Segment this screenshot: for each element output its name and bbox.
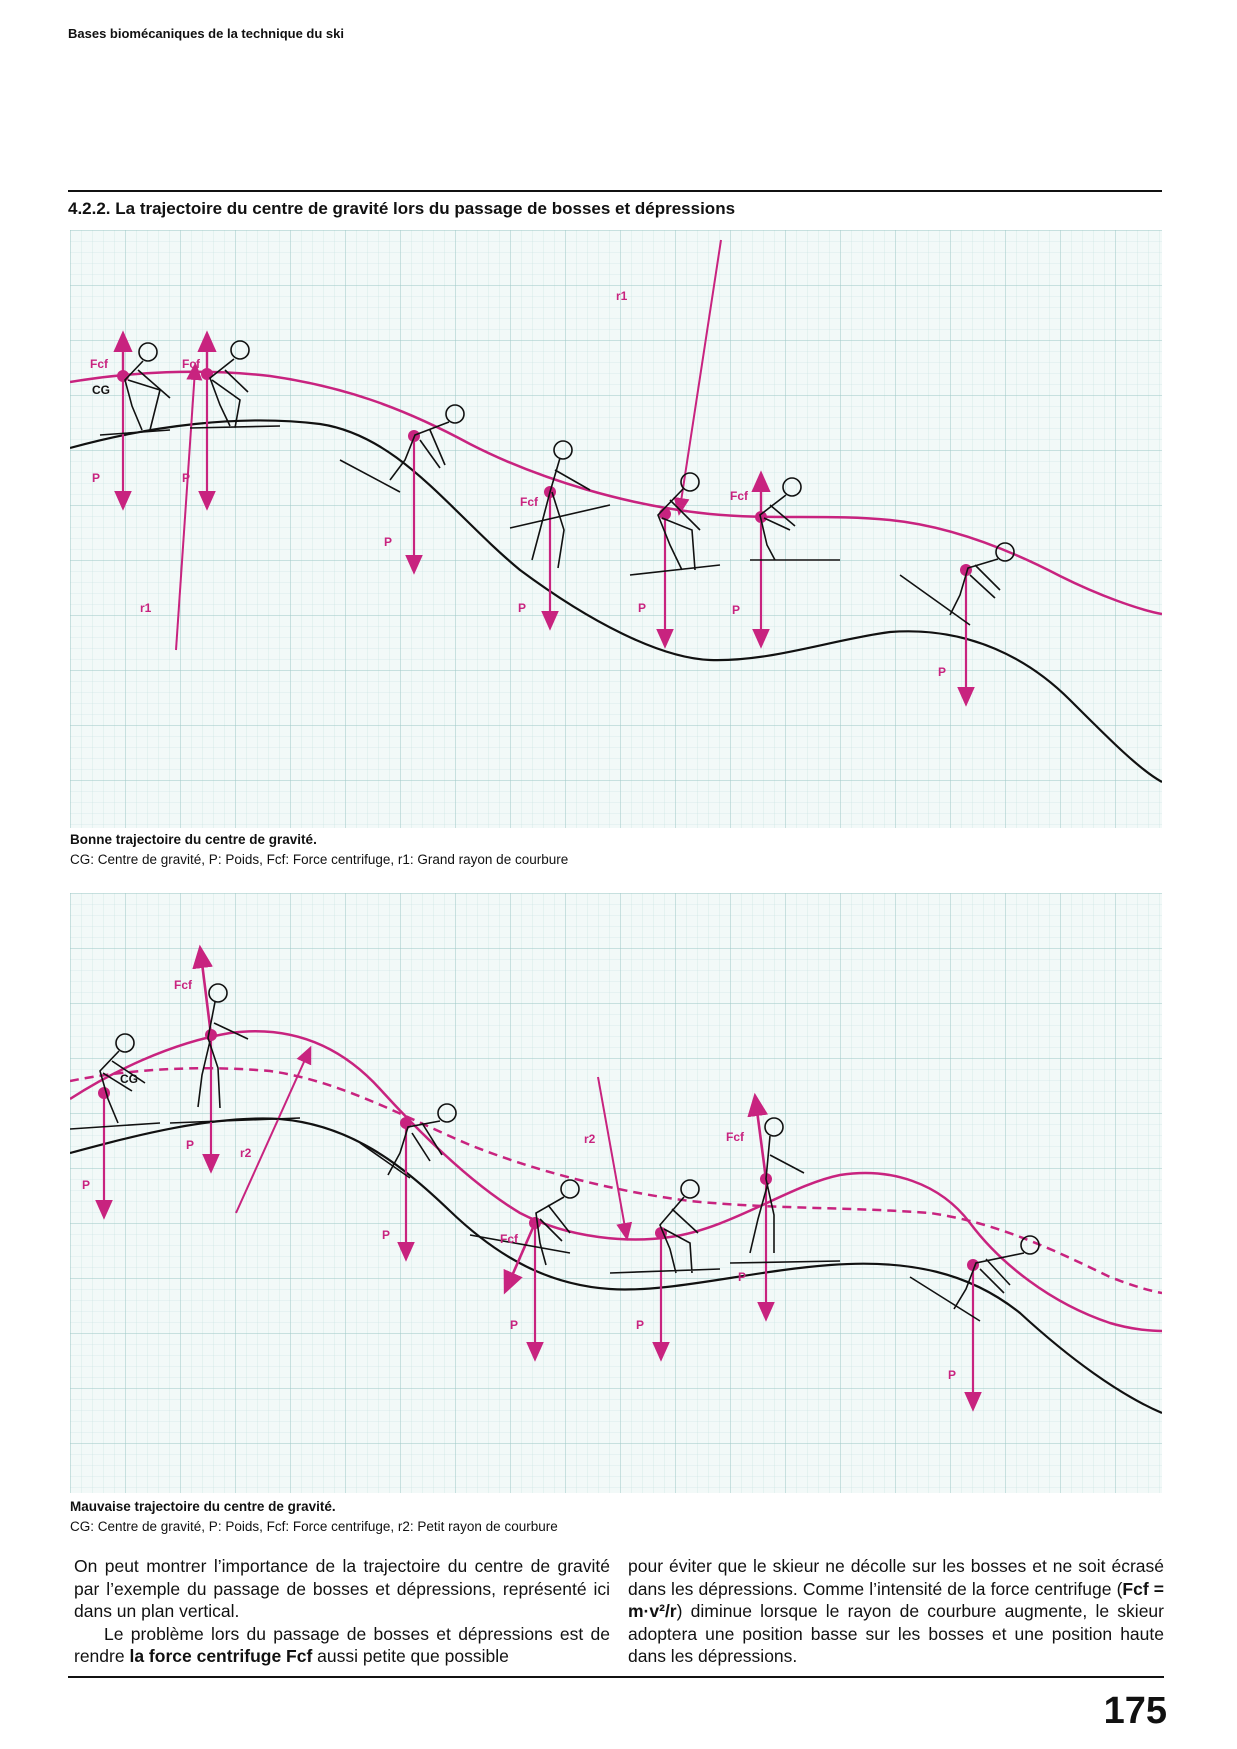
figure-bad-svg [70, 893, 1162, 1493]
running-head: Bases biomécaniques de la technique du ski [68, 26, 344, 41]
body-p2-start: Le problème lors du passage de bosses et dépressions est de rendre [74, 1623, 610, 1666]
page-number: 175 [1103, 1690, 1167, 1732]
caption-bad [70, 1497, 558, 1537]
label-p-good-6: P [732, 603, 741, 617]
label-p-good-1: P [92, 471, 101, 485]
caption-good-title: Bonne trajectoire du centre de gravité. [70, 832, 317, 847]
label-p-good-2: P [182, 471, 191, 485]
graph-grid-2 [70, 893, 1162, 1493]
figure-good-trajectory [70, 230, 1162, 828]
label-r2-upper: r2 [584, 1132, 596, 1146]
caption-bad-title: Mauvaise trajectoire du centre de gravité. [70, 1499, 336, 1514]
label-fcf-bad-2: Fcf [500, 1232, 518, 1246]
body-p3-end: ) diminue lorsque le rayon de courbure augmente, le skieur adoptera une position basse sur les bosses et une position haute dans les dépressions. [628, 1601, 1164, 1666]
label-p-bad-7: P [948, 1368, 957, 1382]
label-fcf-good-4: Fcf [730, 489, 748, 503]
label-fcf-good-2: Fcf [182, 357, 200, 371]
label-p-bad-3: P [382, 1228, 391, 1242]
label-p-bad-4: P [510, 1318, 519, 1332]
label-r2-lower: r2 [240, 1146, 252, 1160]
body-paragraph-1: On peut montrer l’importance de la trajectoire du centre de gravité par l’exemple du passage de bosses et dépressions, représenté ici dans un plan vertical. [74, 1556, 610, 1621]
label-fcf-good-1: Fcf [90, 357, 108, 371]
label-p-good-4: P [518, 601, 527, 615]
label-p-bad-5: P [636, 1318, 645, 1332]
body-paragraph-2 [74, 1623, 610, 1668]
label-p-good-7: P [938, 665, 947, 679]
caption-good-legend: CG: Centre de gravité, P: Poids, Fcf: Force centrifuge, r1: Grand rayon de courbure [70, 852, 569, 867]
body-paragraph-3 [628, 1555, 1164, 1668]
label-p-good-3: P [384, 535, 393, 549]
body-p2-end: aussi petite que possible [317, 1646, 509, 1666]
label-r1-upper: r1 [616, 289, 628, 303]
body-column-right [628, 1555, 1164, 1668]
label-r1-lower: r1 [140, 601, 152, 615]
body-column-left [74, 1555, 610, 1668]
label-p-bad-2: P [186, 1138, 195, 1152]
formula-fcf: Fcf = m·v²/r [628, 1578, 1165, 1621]
bottom-rule [68, 1676, 1164, 1678]
label-fcf-good-3: Fcf [520, 495, 538, 509]
section-title: 4.2.2. La trajectoire du centre de gravité lors du passage de bosses et dépressions [68, 199, 736, 218]
top-rule [68, 190, 1162, 192]
label-p-bad-6: P [738, 1270, 747, 1284]
caption-bad-legend: CG: Centre de gravité, P: Poids, Fcf: Force centrifuge, r2: Petit rayon de courbure [70, 1519, 558, 1534]
label-cg-bad: CG [120, 1072, 138, 1086]
label-fcf-bad-3: Fcf [726, 1130, 744, 1144]
figure-good-svg [70, 230, 1162, 828]
label-fcf-bad-1: Fcf [174, 978, 192, 992]
graph-grid [70, 230, 1162, 828]
figure-bad-trajectory [70, 893, 1162, 1493]
body-p2-bold: la force centrifuge Fcf [129, 1646, 313, 1666]
label-p-bad-1: P [82, 1178, 91, 1192]
caption-good [70, 830, 568, 870]
label-p-good-5: P [638, 601, 647, 615]
label-cg-good: CG [92, 383, 110, 397]
body-p3-start: pour éviter que le skieur ne décolle sur les bosses et ne soit écrasé dans les dépressions. Comme l’intensité de la force centrifuge ( [628, 1556, 1164, 1599]
body-text [74, 1555, 1164, 1668]
